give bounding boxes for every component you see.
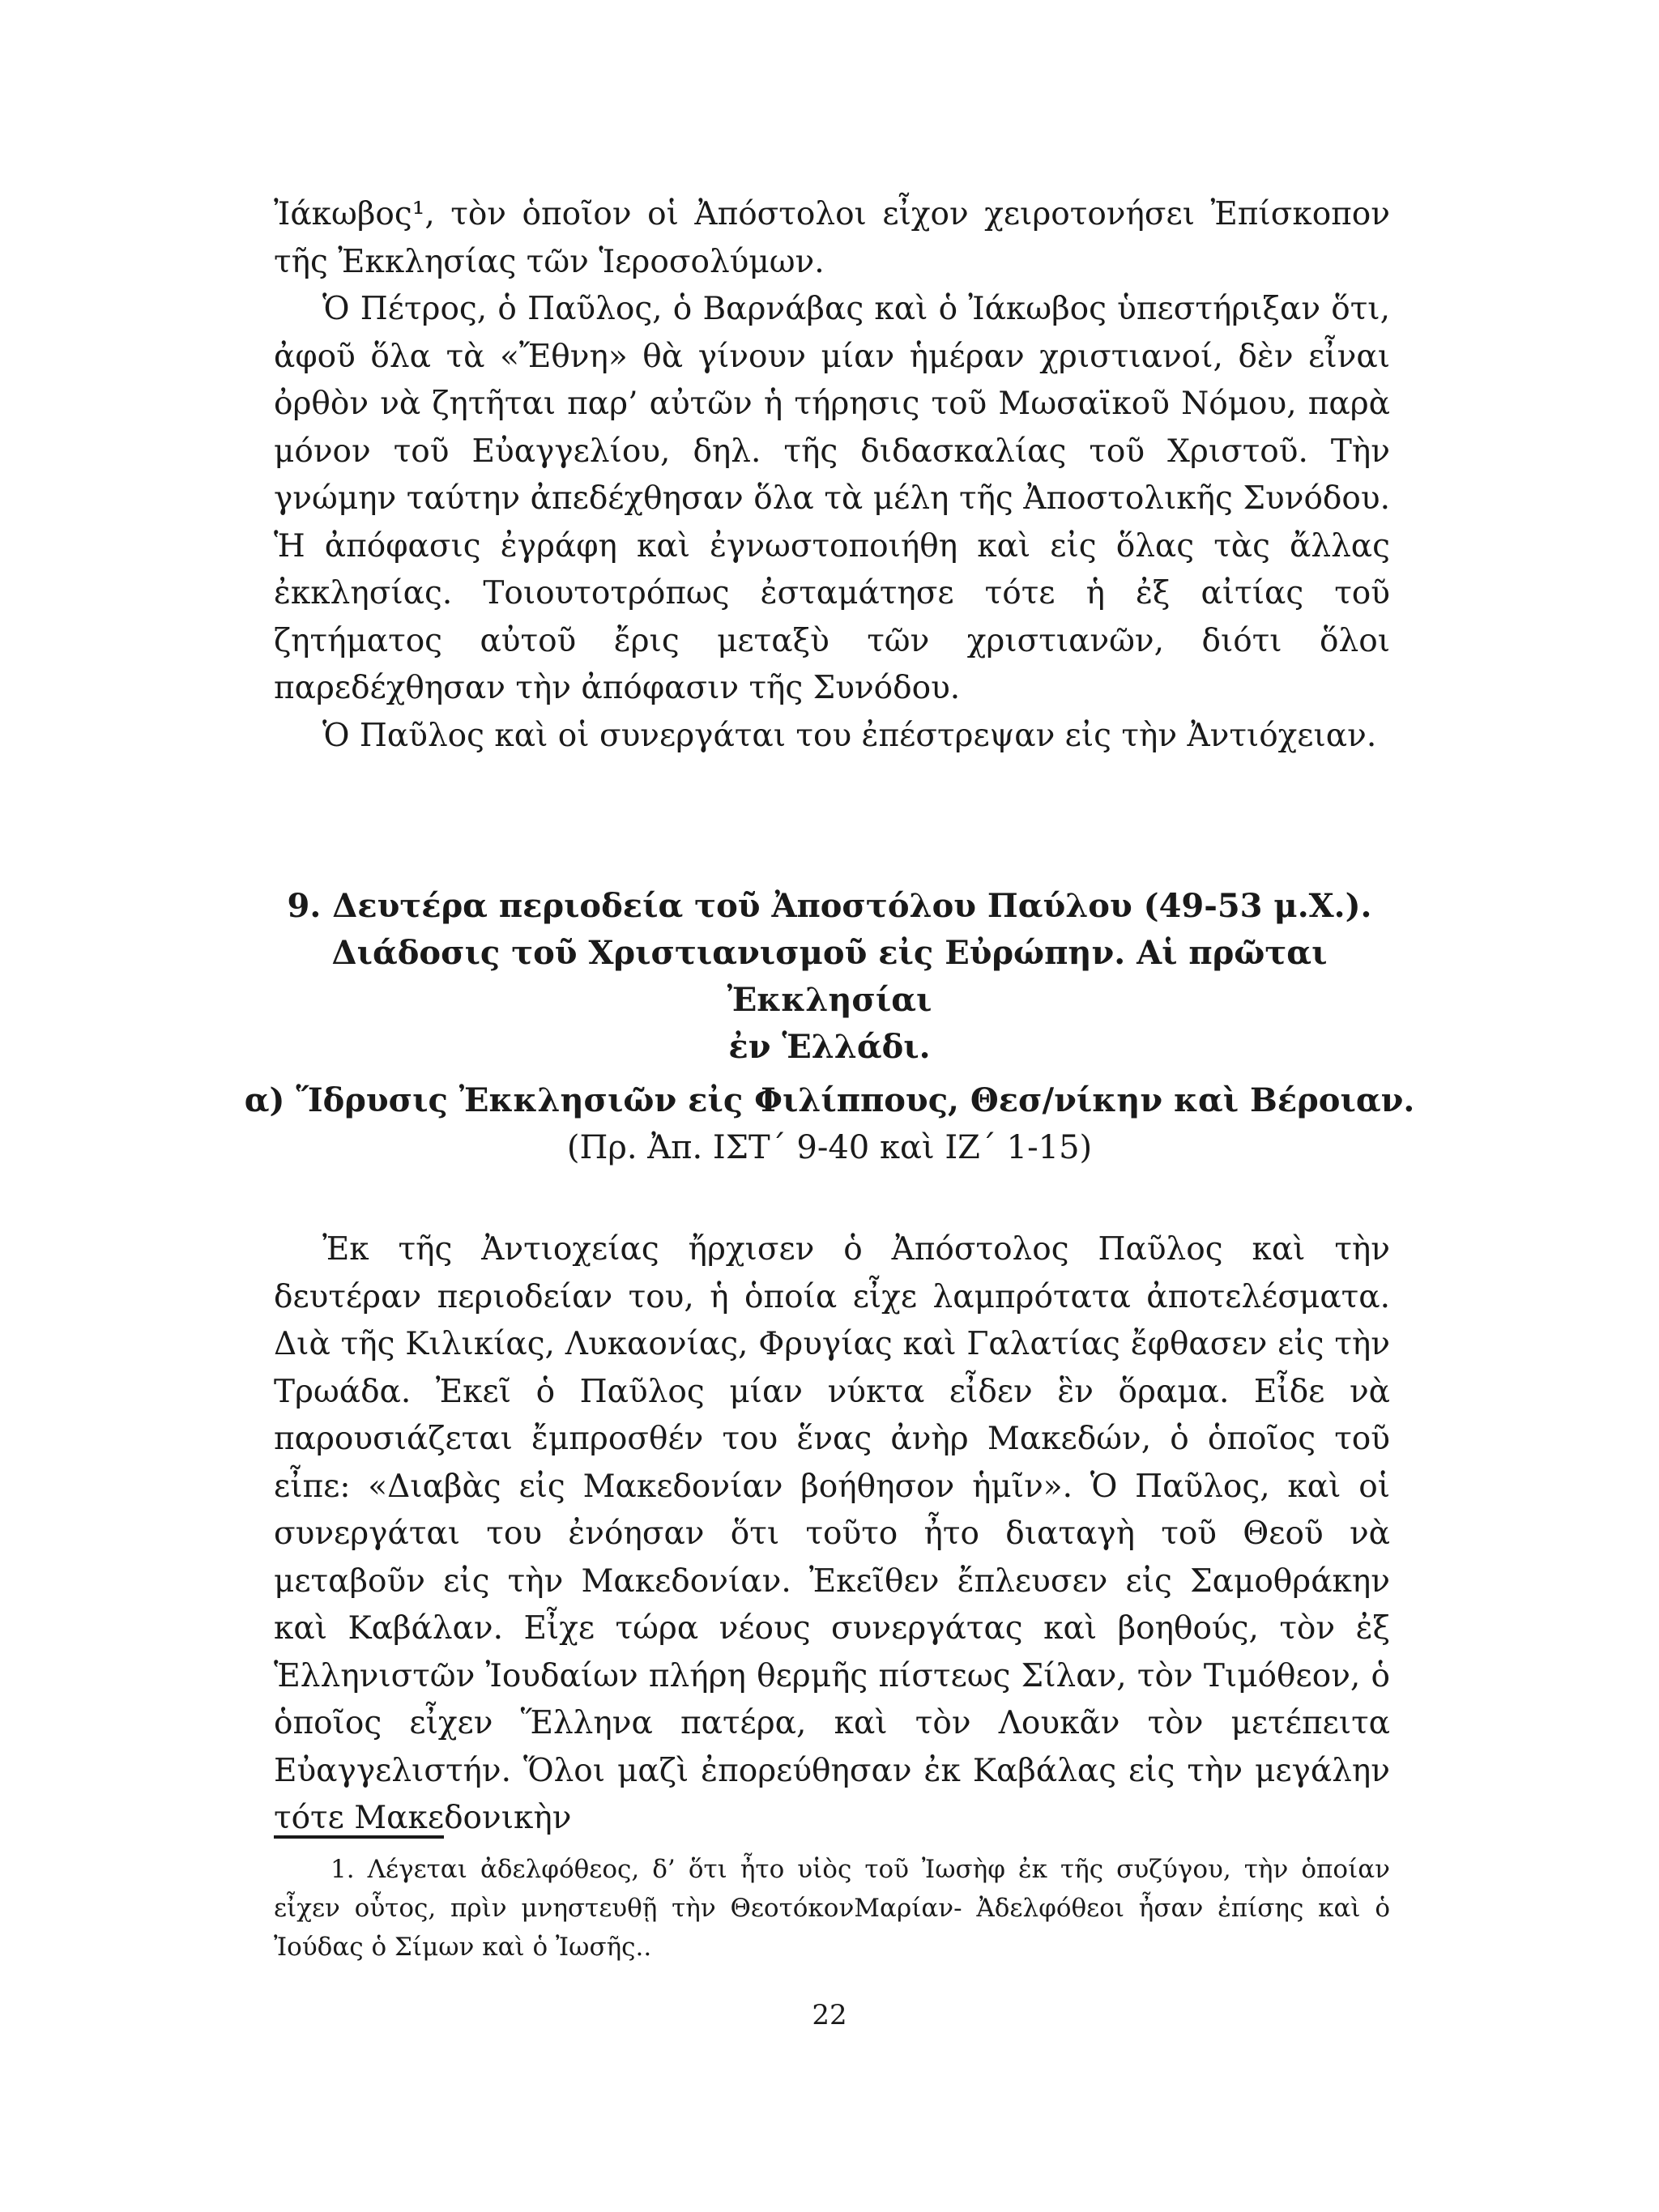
footnote [274,1850,1390,1967]
top-text [274,191,1390,760]
section-heading-line-2: Διάδοσις τοῦ Χριστιανισμοῦ εἰς Εὐρώπην. Αἱ πρῶται Ἐκκλησίαι [331,934,1328,1019]
section-heading-line-3: ἐν Ἑλλάδι. [728,1028,931,1066]
footnote-rule [274,1835,444,1839]
paragraph-main: Ἐκ τῆς Ἀντιοχείας ἤρχισεν ὁ Ἀπόστολος Παῦλος καὶ τὴν δευτέραν περιοδείαν του, ἡ ὁποία εἶχε λαμπρότατα ἀποτελέσματα. Διὰ τῆς Κιλικίας, Λυκαονίας, Φρυγίας καὶ Γαλατίας ἔφθασεν εἰς τὴν Τρωάδα. Ἐκεῖ ὁ Παῦλος μίαν νύκτα εἶδεν ἓν ὅραμα. Εἶδε νὰ παρουσιάζεται ἔμπροσθέν του ἕνας ἀνὴρ Μακεδών, ὁ ὁποῖος τοῦ εἶπε: «Διαβὰς εἰς Μακεδονίαν βοήθησον ἡμῖν». Ὁ Παῦλος, καὶ οἱ συνεργάται του ἐνόησαν ὅτι τοῦτο ἦτο διαταγὴ τοῦ Θεοῦ νὰ μεταβοῦν εἰς τὴν Μακεδονίαν. Ἐκεῖθεν ἔπλευσεν εἰς Σαμοθράκην καὶ Καβάλαν. Εἶχε τώρα νέους συνεργάτας καὶ βοηθούς, τὸν ἐξ Ἑλληνιστῶν Ἰουδαίων πλήρη θερμῆς πίστεως Σίλαν, τὸν Τιμόθεον, ὁ ὁποῖος εἶχεν Ἕλληνα πατέρα, καὶ τὸν Λουκᾶν τὸν μετέπειτα Εὐαγγελιστήν. Ὅλοι μαζὶ ἐπορεύθησαν ἐκ Καβάλας εἰς τὴν μεγάλην τότε Μακεδονικὴν [274,1231,1390,1836]
footnote-text: 1. Λέγεται ἀδελφόθεος, δ’ ὅτι ἦτο υἱὸς τοῦ Ἰωσὴφ ἐκ τῆς συζύγου, τὴν ὁποίαν εἶχεν οὗτος, πρὶν μνηστευθῇ τὴν ΘεοτόκονΜαρίαν- Ἀδελφόθεοι ἦσαν ἐπίσης καὶ ὁ Ἰούδας ὁ Σίμων καὶ ὁ Ἰωσῆς.. [274,1855,1390,1962]
paragraph-2: Ὁ Πέτρος, ὁ Παῦλος, ὁ Βαρνάβας καὶ ὁ Ἰάκωβος ὑπεστήριξαν ὅτι, ἀφοῦ ὅλα τὰ «Ἔθνη» θὰ γίνουν μίαν ἡμέραν χριστιανοί, δὲν εἶναι ὀρθὸν νὰ ζητῆται παρ’ αὐτῶν ἡ τήρησις τοῦ Μωσαϊκοῦ Νόμου, παρὰ μόνον τοῦ Εὐαγγελίου, δηλ. τῆς διδασκαλίας τοῦ Χριστοῦ. Τὴν γνώμην ταύτην ἀπεδέχθησαν ὅλα τὰ μέλη τῆς Ἀποστολικῆς Συνόδου. Ἡ ἀπόφασις ἐγράφη καὶ ἐγνωστοποιήθη καὶ εἰς ὅλας τὰς ἄλλας ἐκκλησίας. Τοιουτοτρόπως ἐσταμάτησε τότε ἡ ἐξ αἰτίας τοῦ ζητήματος αὐτοῦ ἔρις μεταξὺ τῶν χριστιανῶν, διότι ὅλοι παρεδέχθησαν τὴν ἀπόφασιν τῆς Συνόδου. [274,291,1390,706]
section-heading [243,883,1416,1071]
section-heading-line-1: 9. Δευτέρα περιοδεία τοῦ Ἀποστόλου Παύλου (49-53 μ.Χ.). [287,887,1372,925]
subsection-reference: (Πρ. Ἀπ. ΙΣΤ΄ 9-40 καὶ ΙΖ΄ 1-15) [566,1129,1093,1166]
paragraph-3: Ὁ Παῦλος καὶ οἱ συνεργάται του ἐπέστρεψαν εἰς τὴν Ἀντιόχειαν. [322,717,1377,754]
page-number: 22 [812,1999,847,2031]
subsection-title: α) Ἵδρυσις Ἐκκλησιῶν εἰς Φιλίππους, Θεσ/νίκην καὶ Βέροιαν. [244,1081,1415,1119]
paragraph-1: Ἰάκωβος¹, τὸν ὁποῖον οἱ Ἀπόστολοι εἶχον χειροτονήσει Ἐπίσκοπον τῆς Ἐκκλησίας τῶν Ἱεροσολύμων. [274,196,1390,280]
main-text [274,1226,1390,1843]
subsection-heading [243,1077,1416,1171]
